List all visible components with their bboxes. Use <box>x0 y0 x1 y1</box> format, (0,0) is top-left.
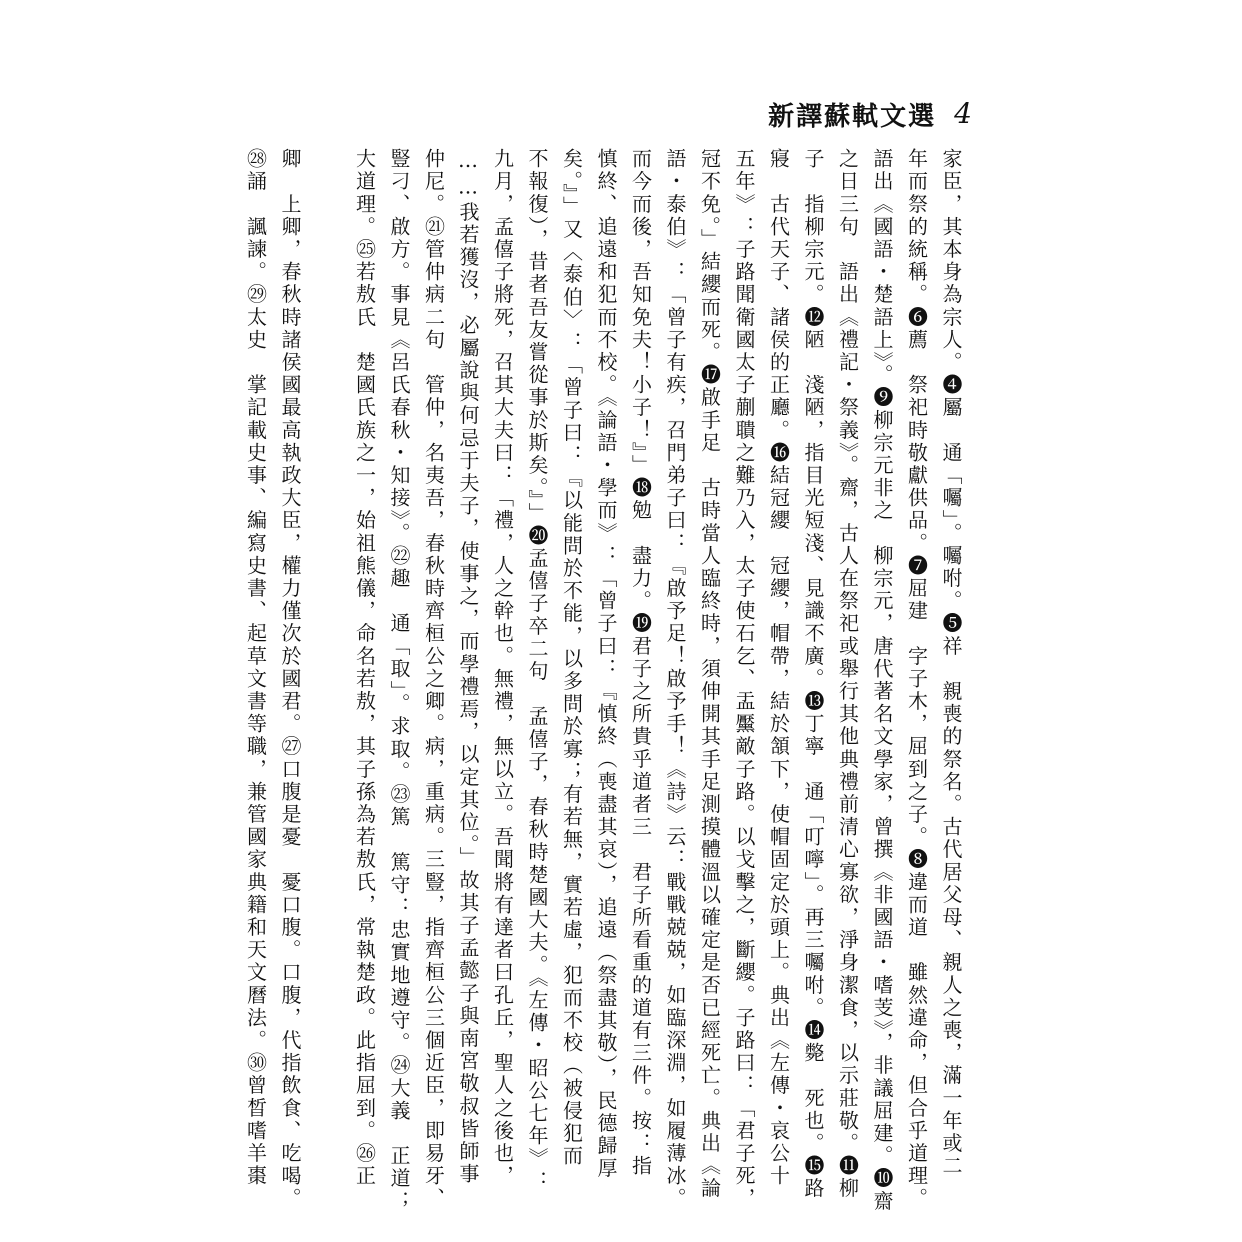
text-line: 冠不免。」結纓而死。⓱啟手足 古時當人臨終時，須伸開其手足測摸體溫以確定是否已經死亡。典出《論 <box>697 148 722 1201</box>
text-line: 大道理。㉕若敖氏 楚國氏族之一，始祖熊儀，命名若敖，其子孫為若敖氏，常執楚政。此指屈到。㉖正 <box>352 148 377 1188</box>
text-line: 慎終、追遠和犯而不校。《論語・學而》：「曾子曰：『慎終（喪盡其哀），追遠（祭盡其敬），民德歸厚 <box>594 148 618 1181</box>
text-line: 語・泰伯》：「曾子有疾，召門弟子曰：『啟予足！啟予手！《詩》云：戰戰兢兢，如臨深淵，如履薄冰。 <box>663 148 687 1211</box>
text-line: ……我若獲沒，必屬說與何忌于夫子，使事之，而學禮焉，以定其位。」故其子孟懿子與南宮敬叔皆師事 <box>456 148 480 1186</box>
page-header <box>768 92 972 136</box>
text-line: 子 指柳宗元。⓬陋 淺陋，指目光短淺、見識不廣。⓭丁寧 通「叮嚀」。再三囑咐。⓮斃 死也。⓯路 <box>801 148 825 1201</box>
running-title: 新譯蘇軾文選 <box>768 101 937 132</box>
page-number: 4 <box>954 97 972 130</box>
text-line: 寢 古代天子、諸侯的正廳。⓰結冠纓 冠纓，帽帶，結於頷下，使帽固定於頭上。典出《左傳・哀公十 <box>766 148 791 1188</box>
text-line: 五年》：子路聞衛國太子蒯聵之難乃入，太子使石乞、盂黶敵子路。以戈擊之，斷纓。子路曰：「君子死， <box>732 148 756 1211</box>
text-line: 卿 上卿，春秋時諸侯國最高執政大臣，權力僅次於國君。㉗口腹是憂 憂口腹。口腹，代指飲食、吃喝。 <box>278 148 302 1211</box>
text-line: 豎刁、啟方。事見《呂氏春秋・知接》。㉒趣 通「取」。求取。㉓篤 篤守：忠實地遵守。㉔大義 正道； <box>387 148 411 1213</box>
text-line: 仲尼。㉑管仲病二句 管仲，名夷吾，春秋時齊桓公之卿。病，重病。三豎，指齊桓公三個近臣，即易牙、 <box>421 148 446 1211</box>
text-line: 矣。』」又〈泰伯〉：「曾子曰：『以能問於不能，以多問於寡；有若無，實若虛，犯而不校（被侵犯而 <box>559 148 584 1168</box>
text-line: 年而祭的統稱。❻薦 祭祀時敬獻供品。❼屈建 字子木，屈到之子。❽違而道 雖然違命，但合乎道理。 <box>904 148 929 1211</box>
text-line: 而今而後，吾知免夫！小子！』」⓲勉 盡力。⓳君子之所貴乎道者三 君子所看重的道有三件。按：指 <box>628 148 653 1178</box>
text-line: 不報復），昔者吾友嘗從事於斯矣。』」⓴孟僖子卒二句 孟僖子，春秋時楚國大夫。《左傳・昭公七年》： <box>525 148 549 1193</box>
text-line: 九月，孟僖子將死，召其大夫曰：「禮，人之幹也。無禮，無以立。吾聞將有達者曰孔丘，聖人之後也， <box>490 148 515 1188</box>
text-line: 之日三句 語出《禮記・祭義》。齋，古人在祭祀或舉行其他典禮前清心寡欲，淨身潔食，以示莊敬。⓫柳 <box>835 148 860 1201</box>
text-line: 家臣，其本身為宗人。❹屬 通「囑」。囑咐。❺祥 親喪的祭名。古代居父母、親人之喪，滿一年或二 <box>939 148 963 1178</box>
annotation-text-block <box>243 148 968 1213</box>
text-line: 語出《國語・楚語上》。❾柳宗元非之 柳宗元，唐代著名文學家，曾撰《非國語・嗜芰》，非議屈建。❿齋 <box>870 148 894 1213</box>
text-line: ㉘誦 諷諫。㉙太史 掌記載史事、編寫史書、起草文書等職，兼管國家典籍和天文曆法。㉚曾晳嗜羊棗 <box>243 148 268 1188</box>
